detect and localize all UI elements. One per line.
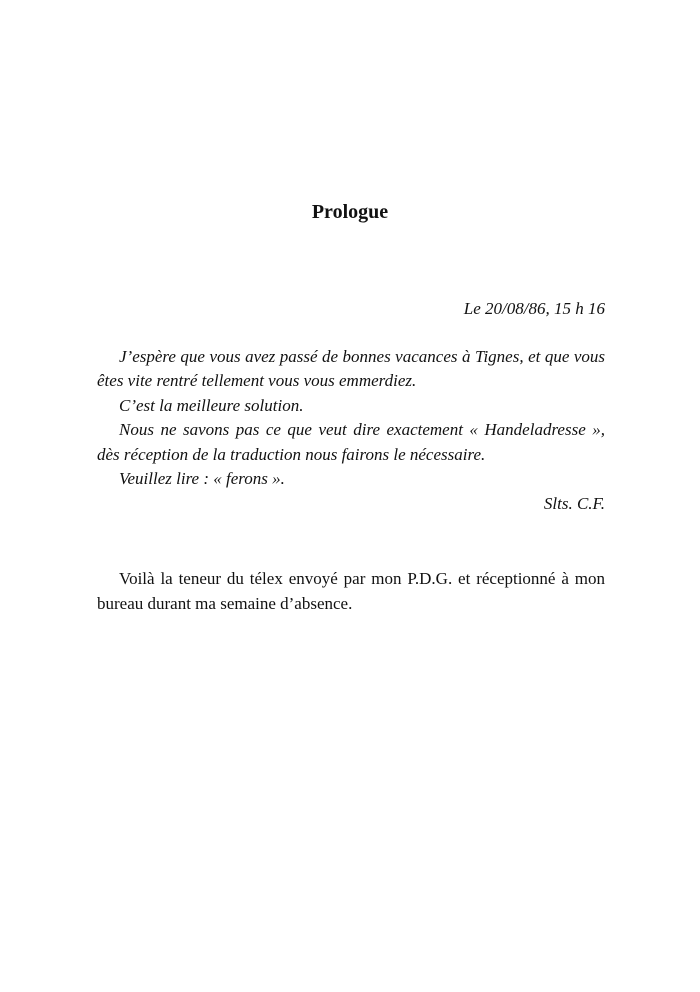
telex-dateline: Le 20/08/86, 15 h 16 [463, 299, 605, 318]
telex-paragraph: Nous ne savons pas ce que veut dire exactement « Handeladresse », dès réception de la traduction nous fairons le nécessaire. [97, 420, 605, 464]
telex-signature: Slts. C.F. [543, 493, 605, 513]
narrative-text [97, 567, 605, 616]
telex-paragraph: C’est la meilleure solution. [119, 395, 304, 415]
narrative-paragraph: Voilà la teneur du télex envoyé par mon P.D.G. et réceptionné à mon bureau durant ma semaine d’absence. [97, 569, 605, 613]
telex-paragraph: J’espère que vous avez passé de bonnes vacances à Tignes, et que vous êtes vite rentré tellement vous vous emmerdiez. [97, 346, 605, 390]
chapter-title: Prologue [311, 201, 389, 223]
telex-paragraph: Veuillez lire : « ferons ». [119, 469, 285, 488]
telex-message [97, 297, 605, 516]
